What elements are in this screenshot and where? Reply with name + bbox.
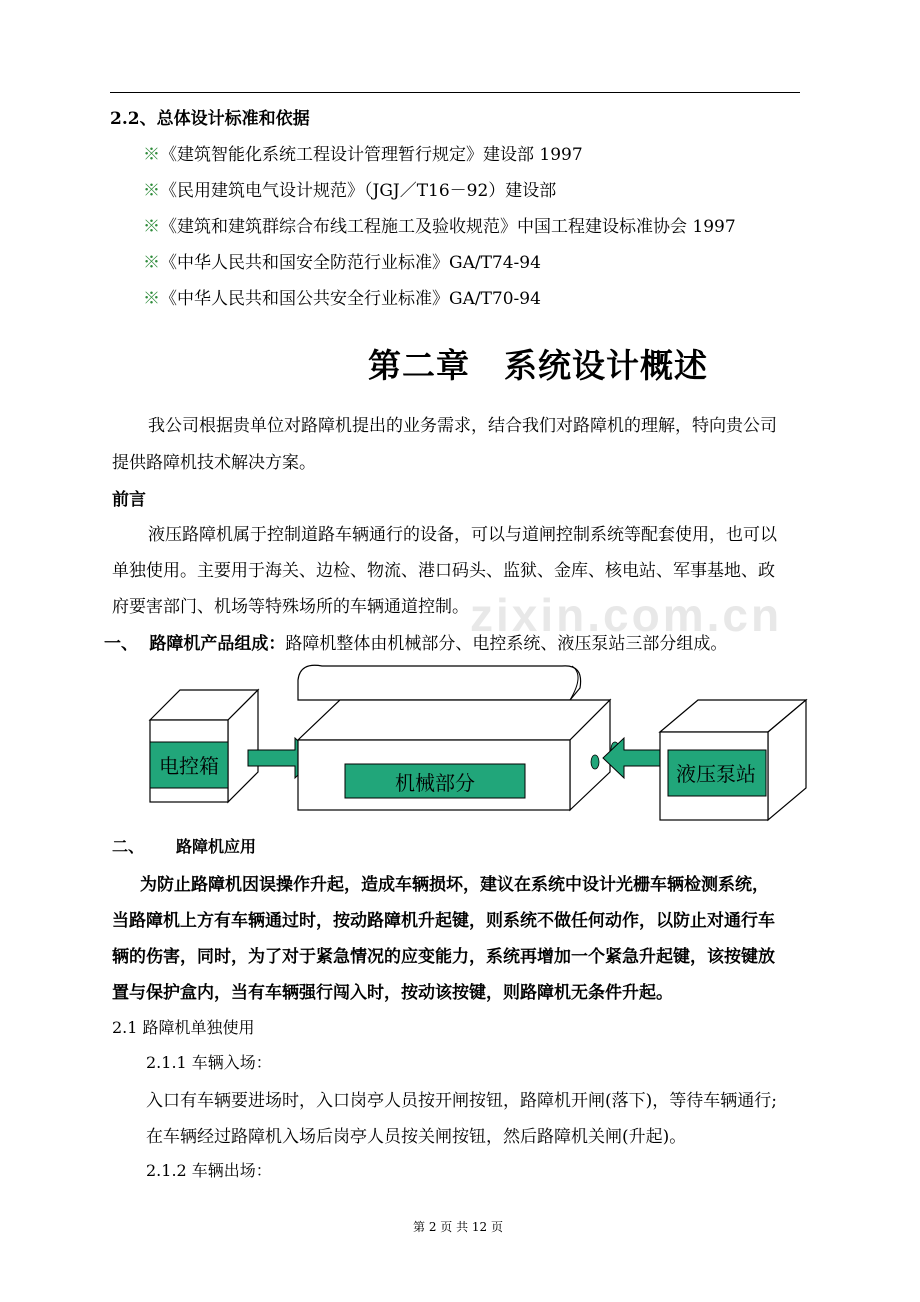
pump-station-label: 液压泵站 xyxy=(676,762,756,786)
preface-line-2: 单独使用。主要用于海关、边检、物流、港口码头、监狱、金库、核电站、军事基地、政 xyxy=(112,561,775,581)
standard-item: ※《建筑智能化系统工程设计管理暂行规定》建设部 1997 xyxy=(143,145,583,165)
application-line-1: 为防止路障机因误操作升起，造成车辆损坏，建议在系统中设计光栅车辆检测系统， xyxy=(140,875,769,895)
subsection-2-1-2-heading: 2.1.2 车辆出场： xyxy=(146,1161,272,1180)
composition-diagram xyxy=(140,660,820,825)
standard-item: ※《民用建筑电气设计规范》（JGJ／T16－92）建设部 xyxy=(143,181,557,201)
control-box-shape xyxy=(150,690,258,802)
reference-mark-icon: ※ xyxy=(143,289,160,309)
header-rule xyxy=(110,92,800,93)
page-footer: 第 2 页 共 12 页 xyxy=(413,1220,503,1234)
section-2-2-heading: 2.2、总体设计标准和依据 xyxy=(110,109,310,129)
standard-item: ※《中华人民共和国公共安全行业标准》GA/T70-94 xyxy=(143,289,541,309)
pump-station-shape xyxy=(660,700,806,820)
standard-item: ※《建筑和建筑群综合布线工程施工及验收规范》中国工程建设标准协会 1997 xyxy=(143,217,736,237)
application-heading: 路障机应用 xyxy=(176,837,257,856)
intro-line-2: 提供路障机技术解决方案。 xyxy=(112,453,316,473)
preface-line-3: 府要害部门、机场等特殊场所的车辆通道控制。 xyxy=(112,597,469,617)
application-line-4: 置与保护盒内，当有车辆强行闯入时，按动该按键，则路障机无条件升起。 xyxy=(112,983,673,1003)
subsection-2-1-1-heading: 2.1.1 车辆入场： xyxy=(146,1053,272,1072)
composition-number: 一、 xyxy=(104,634,138,654)
composition-text: 路障机整体由机械部分、电控系统、液压泵站三部分组成。 xyxy=(285,634,728,654)
entry-line-1: 入口有车辆要进场时，入口岗亭人员按开闸按钮，路障机开闸(落下)，等待车辆通行; xyxy=(146,1091,777,1111)
mechanical-box-label: 机械部分 xyxy=(395,771,475,795)
application-line-2: 当路障机上方有车辆通过时，按动路障机升起键，则系统不做任何动作，以防止对通行车 xyxy=(112,911,775,931)
watermark: zixin.com.cn xyxy=(470,589,783,641)
intro-line-1: 我公司根据贵单位对路障机提出的业务需求，结合我们对路障机的理解，特向贵公司 xyxy=(148,416,777,436)
section-2-1-heading: 2.1 路障机单独使用 xyxy=(112,1018,255,1037)
reference-mark-icon: ※ xyxy=(143,253,160,273)
reference-mark-icon: ※ xyxy=(143,181,160,201)
application-line-3: 辆的伤害，同时，为了对于紧急情况的应变能力，系统再增加一个紧急升起键，该按键放 xyxy=(112,947,775,967)
reference-mark-icon: ※ xyxy=(143,145,160,165)
composition-line xyxy=(104,629,727,654)
chapter-title: 第二章 系统设计概述 xyxy=(368,346,708,385)
entry-line-2: 在车辆经过路障机入场后岗亭人员按关闸按钮，然后路障机关闸(升起)。 xyxy=(146,1127,687,1147)
control-box-label: 电控箱 xyxy=(159,754,219,778)
reference-mark-icon: ※ xyxy=(143,217,160,237)
application-number: 二、 xyxy=(112,837,145,856)
preface-line-1: 液压路障机属于控制道路车辆通行的设备，可以与道闸控制系统等配套使用，也可以 xyxy=(148,525,777,545)
composition-label: 路障机产品组成： xyxy=(149,634,286,654)
standard-item: ※《中华人民共和国安全防范行业标准》GA/T74-94 xyxy=(143,253,541,273)
preface-heading: 前言 xyxy=(112,490,146,510)
